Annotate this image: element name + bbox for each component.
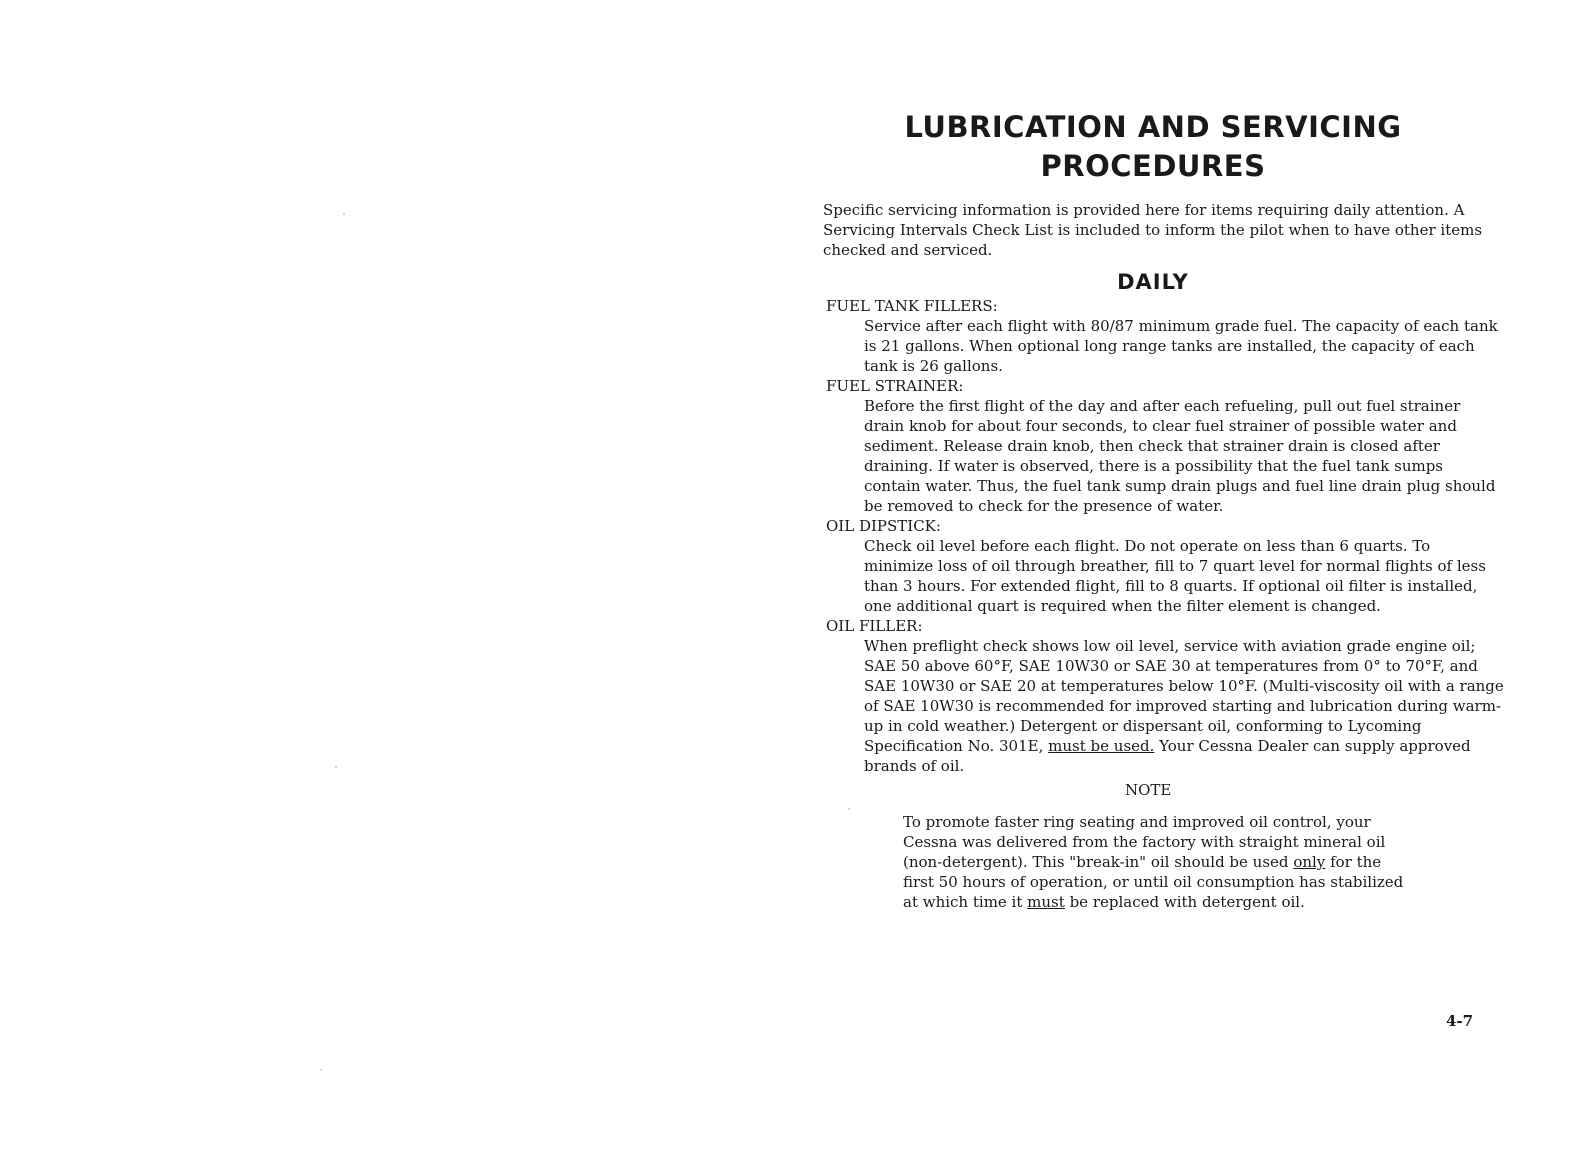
underlined-emphasis: only — [1293, 853, 1326, 871]
page-title-line1: LUBRICATION AND SERVICING — [904, 110, 1402, 144]
page-number: 4-7 — [1446, 1012, 1474, 1030]
paper-speck — [320, 1069, 322, 1071]
underlined-emphasis: must — [1027, 893, 1065, 911]
item-label: OIL DIPSTICK: — [826, 517, 941, 535]
item-text: Check oil level before each flight. Do not operate on less than 6 quarts. To minimize loss of oil through breather, fill to 7 quart level for normal flights of less than 3 hours. For extended flight, fill to 8 quarts. If optional oil filter is installed, one additional quart is required when the filter element is changed. — [864, 537, 1486, 615]
note-heading: NOTE — [1125, 781, 1172, 799]
item-fuel-tank-fillers — [823, 296, 1513, 376]
section-heading-daily: DAILY — [1117, 270, 1189, 294]
underlined-emphasis: must be used. — [1048, 737, 1155, 755]
note-text-part: To promote faster ring seating and improved oil control, your Cessna was delivered from the factory with straight mineral oil (non-detergent). This "break-in" oil should be used — [903, 813, 1386, 871]
item-text: Before the first flight of the day and after each refueling, pull out fuel strainer drain knob for about four seconds, to clear fuel strainer of possible water and sediment. Release drain knob, then check that strainer drain is closed after draining. If water is observed, there is a possibility that the fuel tank sumps contain water. Thus, the fuel tank sump drain plugs and fuel line drain plug should be removed to check for the presence of water. — [864, 397, 1496, 515]
right-page — [823, 108, 1513, 912]
page-title-line2: PROCEDURES — [1040, 149, 1266, 183]
note-text-part: for the first 50 hours of operation, or until oil consumption has stabilized at which time it — [903, 853, 1404, 911]
paper-speck — [335, 766, 337, 768]
item-text-part: Your Cessna Dealer can supply approved brands of oil. — [864, 737, 1471, 775]
item-fuel-strainer — [823, 376, 1513, 516]
intro-paragraph: Specific servicing information is provided here for items requiring daily attention. A Servicing Intervals Check List is included to inform the pilot when to have other items checked and serviced. — [823, 201, 1483, 259]
item-text-part: When preflight check shows low oil level, service with aviation grade engine oil; SAE 50 above 60°F, SAE 10W30 or SAE 30 at temperatures from 0° to 70°F, and SAE 10W30 or SAE 20 at temperatures below 10°F. (Multi-viscosity oil with a range of SAE 10W30 is recommended for improved starting and lubrication during warm-up in cold weather.) Detergent or dispersant oil, conforming to Lycoming Specification No. 301E, — [864, 637, 1504, 755]
item-text — [864, 636, 1504, 776]
item-label: FUEL TANK FILLERS: — [826, 297, 998, 315]
item-oil-filler — [823, 616, 1513, 776]
item-label: FUEL STRAINER: — [826, 377, 964, 395]
paper-speck — [343, 213, 345, 215]
note-body — [903, 812, 1413, 912]
note-text-part: be replaced with detergent oil. — [1069, 893, 1305, 911]
item-text: Service after each flight with 80/87 minimum grade fuel. The capacity of each tank is 21 gallons. When optional long range tanks are installed, the capacity of each tank is 26 gallons. — [864, 317, 1498, 375]
page-title — [823, 108, 1483, 186]
item-label: OIL FILLER: — [826, 617, 923, 635]
item-oil-dipstick — [823, 516, 1513, 616]
